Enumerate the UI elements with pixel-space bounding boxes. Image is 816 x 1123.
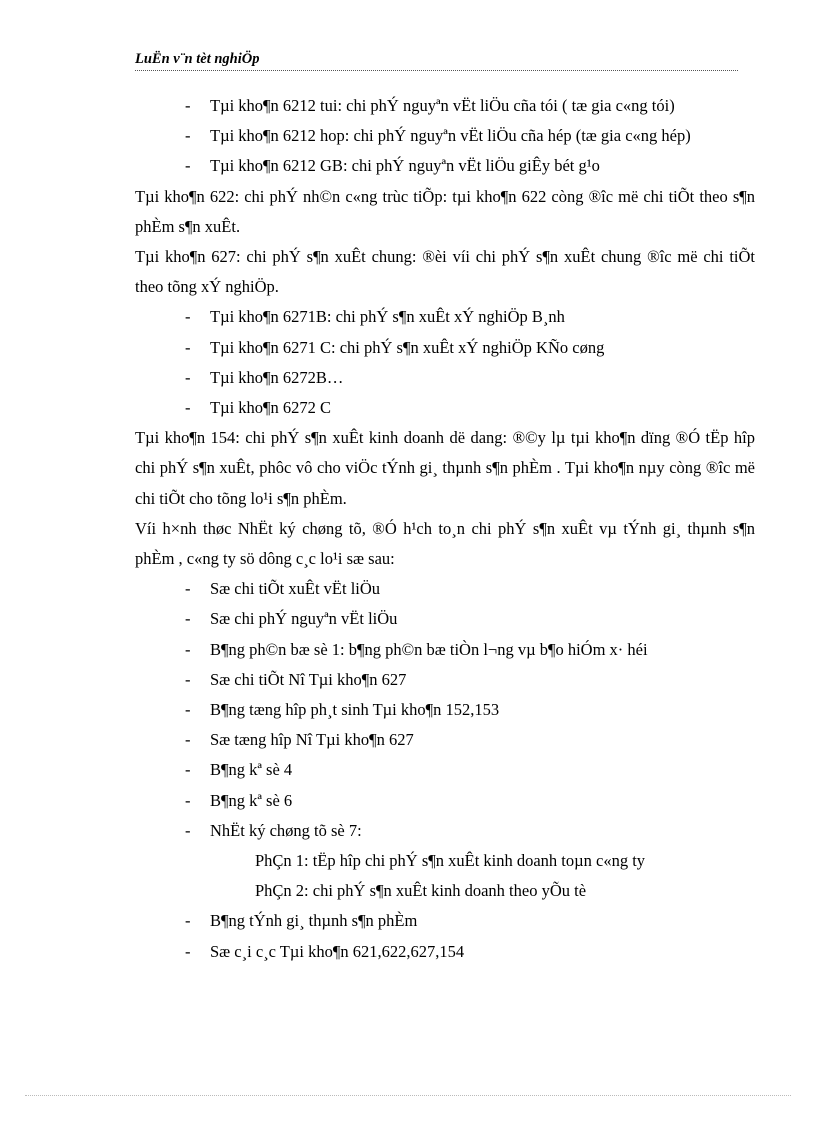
paragraph: Tµi kho¶n 627: chi phÝ s¶n xuÊt chung: ®èi víi chi phÝ s¶n xuÊt chung ®îc më chi tiÕt theo tõng xÝ nghiÖp. [135, 247, 755, 297]
list-item: - Sæ chi phÝ nguyªn vËt liÖu [135, 604, 755, 634]
list-item: - B¶ng kª sè 6 [135, 786, 755, 816]
list-item: - NhËt ký chøng tõ sè 7: [135, 816, 755, 846]
list-item: - Tµi kho¶n 6212 hop: chi phÝ nguyªn vËt liÖu cña hép (tæ gia c«ng hép) [135, 121, 755, 151]
list-item: - Tµi kho¶n 6272 C [135, 393, 755, 423]
list-item: - Tµi kho¶n 6212 GB: chi phÝ nguyªn vËt liÖu giÊy bét g¹o [135, 151, 755, 181]
list-item: - Tµi kho¶n 6271 C: chi phÝ s¶n xuÊt xÝ nghiÖp KÑo cøng [135, 333, 755, 363]
sub-item: PhÇn 2: chi phÝ s¶n xuÊt kinh doanh theo yÕu tè [255, 881, 587, 901]
list-item: - B¶ng tæng hîp ph¸t sinh Tµi kho¶n 152,153 [135, 695, 755, 725]
list-item: - Tµi kho¶n 6212 tui: chi phÝ nguyªn vËt liÖu cña tói ( tæ gia c«ng tói) [135, 91, 755, 121]
list-item: - B¶ng kª sè 4 [135, 755, 755, 785]
paragraph: Tµi kho¶n 154: chi phÝ s¶n xuÊt kinh doanh dë dang: ®©y lµ tµi kho¶n dïng ®Ó tËp hîp chi phÝ s¶n xuÊt, phôc vô cho viÖc tÝnh gi¸ thµnh s¶n phÈm . Tµi kho¶n nµy còng ®îc më chi tiÕt cho tõng lo¹i s¶n phÈm. [135, 428, 755, 508]
list-item: - Tµi kho¶n 6272B… [135, 363, 755, 393]
list-item: - B¶ng ph©n bæ sè 1: b¶ng ph©n bæ tiÒn l¬ng vµ b¶o hiÓm x· héi [135, 635, 755, 665]
document-body [135, 91, 755, 967]
list-item: - Sæ chi tiÕt Nî Tµi kho¶n 627 [135, 665, 755, 695]
list-item: - Sæ tæng hîp Nî Tµi kho¶n 627 [135, 725, 755, 755]
paragraph: Víi h×nh thøc NhËt ký chøng tõ, ®Ó h¹ch to¸n chi phÝ s¶n xuÊt vµ tÝnh gi¸ thµnh s¶n phÈm , c«ng ty sö dông c¸c lo¹i sæ sau: [135, 518, 755, 569]
page-header [135, 50, 738, 71]
header-title: LuËn v¨n tèt nghiÖp [135, 51, 260, 67]
sub-item: PhÇn 1: tËp hîp chi phÝ s¶n xuÊt kinh doanh toµn c«ng ty [255, 851, 646, 871]
list-item: - Sæ chi tiÕt xuÊt vËt liÖu [135, 574, 755, 604]
list-item: - Tµi kho¶n 6271B: chi phÝ s¶n xuÊt xÝ nghiÖp B¸nh [135, 302, 755, 332]
paragraph: Tµi kho¶n 622: chi phÝ nh©n c«ng trùc tiÕp: tµi kho¶n 622 còng ®îc më chi tiÕt theo s¶n phÈm s¶n xuÊt. [135, 186, 755, 236]
footer-divider [25, 1095, 791, 1096]
list-item: - Sæ c¸i c¸c Tµi kho¶n 621,622,627,154 [135, 937, 755, 967]
list-item: - B¶ng tÝnh gi¸ thµnh s¶n phÈm [135, 906, 755, 936]
